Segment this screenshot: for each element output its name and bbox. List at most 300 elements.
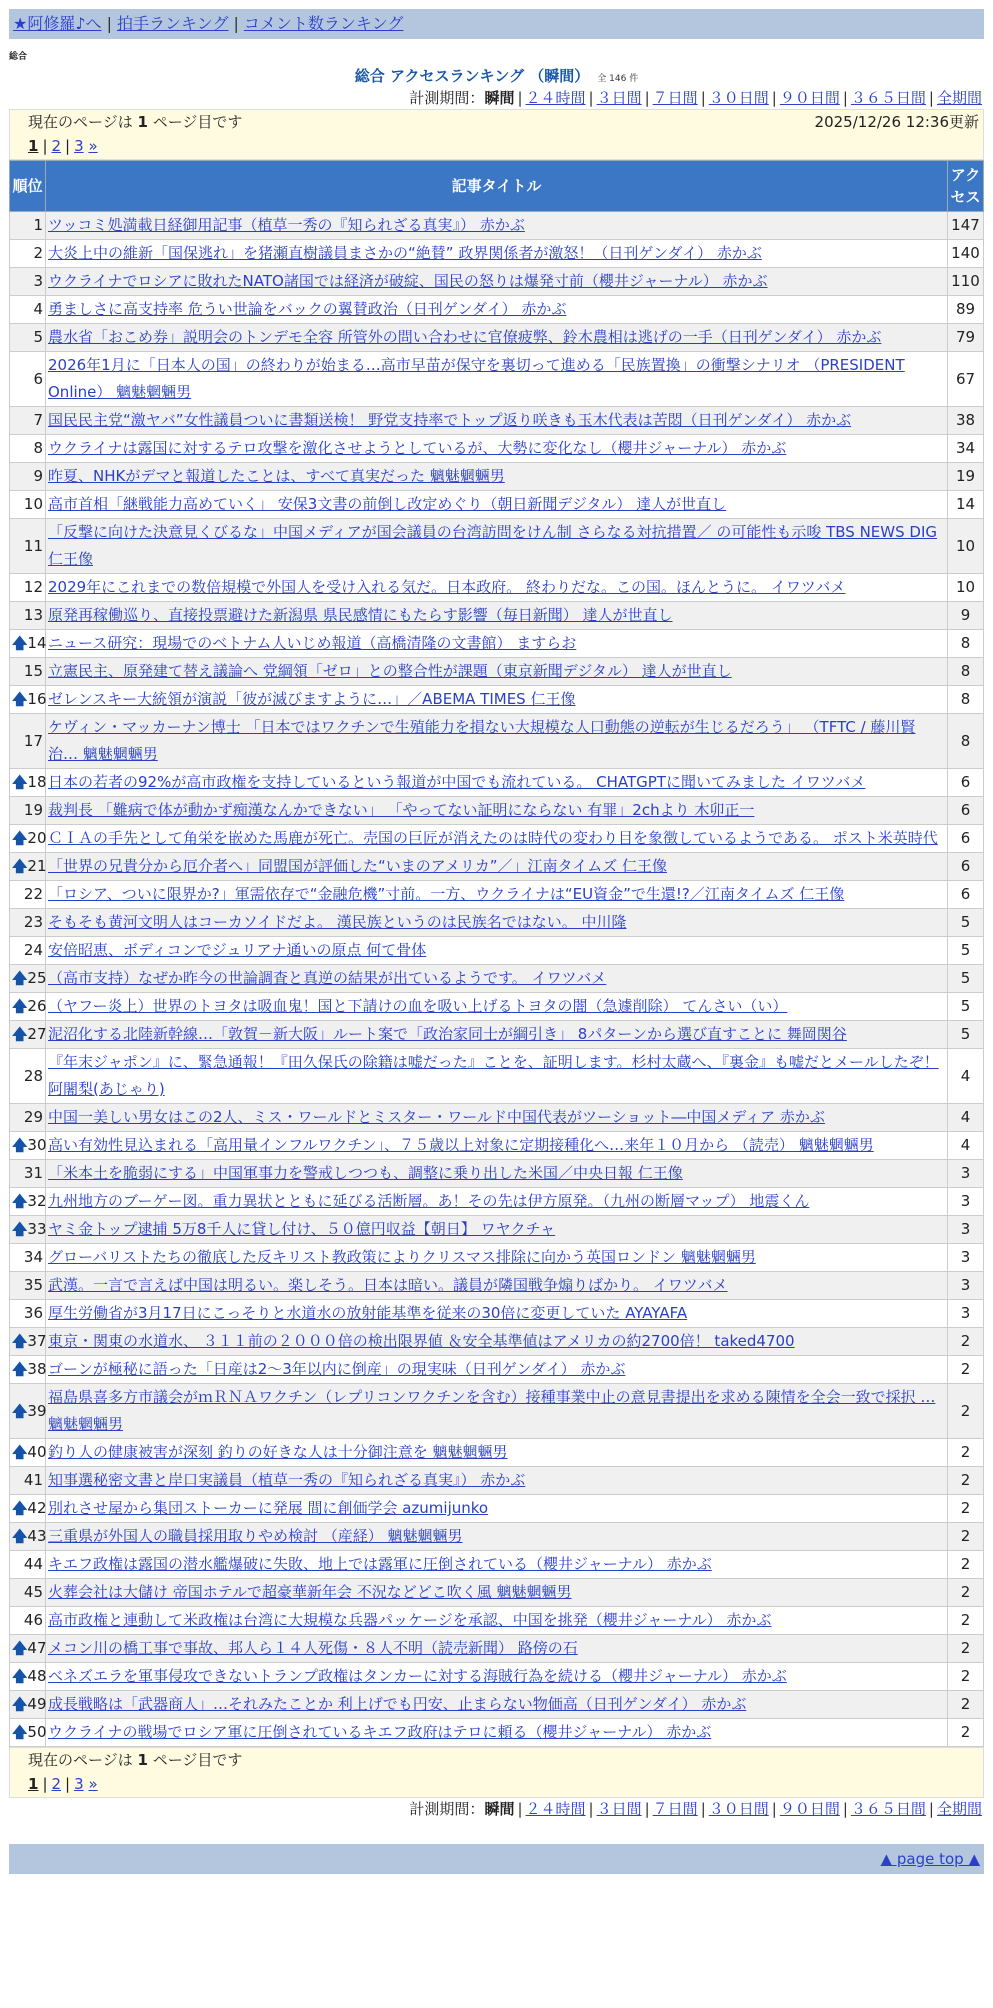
period-separator: | <box>700 89 706 107</box>
article-title-link[interactable]: 原発再稼働巡り、直接投票避けた新潟県 県民感情にもたらす影響（毎日新聞） 達人が世直し <box>48 606 673 624</box>
current-page-post: ページ目です <box>152 1751 243 1769</box>
period-option-link[interactable]: ７日間 <box>652 89 698 107</box>
arrow-up-icon: 🡅 <box>12 690 28 708</box>
article-title-link[interactable]: 「世界の兄貴分から厄介者へ」同盟国が評価した“いまのアメリカ”／」江南タイムズ 仁王像 <box>48 857 667 875</box>
page-link[interactable]: 3 <box>74 1775 84 1793</box>
arrow-up-icon: 🡅 <box>12 1723 28 1741</box>
access-count: 5 <box>948 993 984 1021</box>
table-row <box>10 1551 984 1579</box>
access-count: 8 <box>948 714 984 769</box>
title-cell <box>46 352 948 407</box>
title-cell <box>46 881 948 909</box>
rank-number: 26 <box>27 997 47 1015</box>
article-title-link[interactable]: ケヴィン・マッカーナン博士 「日本ではワクチンで生殖能力を損ない大規模な人口動態の逆転が生じるだろう」 （TFTC / 藤川賢治… 魑魅魍魎男 <box>48 718 916 763</box>
rank-cell <box>10 1272 46 1300</box>
period-separator: | <box>644 1800 650 1818</box>
title-cell <box>46 630 948 658</box>
page-separator: | <box>42 1775 48 1793</box>
table-row <box>10 686 984 714</box>
table-header-row <box>10 161 984 212</box>
period-option-link[interactable]: ３日間 <box>596 1800 642 1818</box>
period-separator: | <box>928 1800 934 1818</box>
access-count: 3 <box>948 1216 984 1244</box>
rank-cell <box>10 1188 46 1216</box>
article-title-link[interactable]: ウクライナは露国に対するテロ攻撃を激化させようとしているが、大勢に変化なし（櫻井ジャーナル） 赤かぶ <box>48 439 787 457</box>
article-title-link[interactable]: 「反撃に向けた決意見くびるな」中国メディアが国会議員の台湾訪問をけん制 さらなる対抗措置／ の可能性も示唆 TBS NEWS DIG 仁王像 <box>48 523 938 568</box>
access-count: 2 <box>948 1495 984 1523</box>
access-count: 34 <box>948 435 984 463</box>
article-title-link[interactable]: （ヤフー炎上）世界のトヨタは吸血鬼！国と下請けの血を吸い上げるトヨタの闇（急遽削除） てんさい（い） <box>48 997 788 1015</box>
rank-number: 10 <box>23 495 43 513</box>
access-count: 6 <box>948 797 984 825</box>
rank-number: 13 <box>23 606 43 624</box>
article-title-link[interactable]: メコン川の橋工事で事故、邦人ら１４人死傷・８人不明（読売新聞） 路傍の石 <box>48 1639 578 1657</box>
access-count: 5 <box>948 1021 984 1049</box>
access-count: 2 <box>948 1439 984 1467</box>
access-count: 2 <box>948 1523 984 1551</box>
table-row <box>10 491 984 519</box>
rank-cell <box>10 797 46 825</box>
article-title-link[interactable]: 裁判長 「難病で体が動かず痴漢なんかできない」 「やってない証明にならない 有罪」2chより 木卯正一 <box>48 801 755 819</box>
arrow-up-icon: 🡅 <box>12 1332 28 1350</box>
title-cell <box>46 324 948 352</box>
title-cell <box>46 268 948 296</box>
title-column-header: 記事タイトル <box>46 161 948 212</box>
article-title-link[interactable]: キエフ政権は露国の潜水艦爆破に失敗、地上では露軍に圧倒されている（櫻井ジャーナル） 赤かぶ <box>48 1555 712 1573</box>
title-cell <box>46 519 948 574</box>
rank-number: 42 <box>27 1499 47 1517</box>
rank-cell <box>10 574 46 602</box>
rank-number: 27 <box>27 1025 47 1043</box>
title-cell <box>46 1272 948 1300</box>
rank-number: 35 <box>23 1276 43 1294</box>
rank-cell <box>10 881 46 909</box>
rank-number: 5 <box>33 328 43 346</box>
rank-number: 44 <box>23 1555 43 1573</box>
current-page-post: ページ目です <box>152 113 243 131</box>
ranking-table-body <box>10 212 984 1747</box>
arrow-up-icon: 🡅 <box>12 1360 28 1378</box>
arrow-up-icon: 🡅 <box>12 1192 28 1210</box>
ranking-table <box>9 160 984 1747</box>
rank-cell <box>10 268 46 296</box>
rank-number: 37 <box>27 1332 47 1350</box>
rank-cell <box>10 1244 46 1272</box>
article-title-link[interactable]: 中国一美しい男女はこの2人、ミス・ワールドとミスター・ワールド中国代表がツーショット―中国メディア 赤かぶ <box>48 1108 825 1126</box>
access-count: 3 <box>948 1160 984 1188</box>
table-row <box>10 1356 984 1384</box>
title-cell <box>46 1160 948 1188</box>
rank-number: 6 <box>33 369 43 388</box>
rank-cell <box>10 1551 46 1579</box>
access-count: 2 <box>948 1356 984 1384</box>
rank-number: 41 <box>23 1471 43 1489</box>
period-option-link[interactable]: ３０日間 <box>708 89 769 107</box>
page-separator: | <box>42 137 48 155</box>
rank-number: 49 <box>27 1695 47 1713</box>
period-separator: | <box>771 1800 777 1818</box>
rank-cell <box>10 965 46 993</box>
page-link-current: 1 <box>28 1775 39 1793</box>
page-wrapper <box>9 9 984 1888</box>
title-cell <box>46 574 948 602</box>
rank-number: 25 <box>27 969 47 987</box>
page-links <box>28 134 979 159</box>
period-option-link[interactable]: ７日間 <box>652 1800 698 1818</box>
page-link-current: 1 <box>28 137 39 155</box>
title-cell <box>46 1719 948 1747</box>
rank-number: 40 <box>27 1443 47 1461</box>
title-cell <box>46 1188 948 1216</box>
title-cell <box>46 769 948 797</box>
rank-column-header: 順位 <box>10 161 46 212</box>
period-separator: | <box>588 1800 594 1818</box>
title-cell <box>46 1635 948 1663</box>
rank-number: 24 <box>23 941 43 959</box>
rank-number: 31 <box>23 1164 43 1182</box>
article-title-link[interactable]: ゼレンスキー大統領が演説「彼が滅びますように…」／ABEMA TIMES 仁王像 <box>48 690 576 708</box>
rank-cell <box>10 1635 46 1663</box>
article-title-link[interactable]: 「米本土を脆弱にする」中国軍事力を警戒しつつも、調整に乗り出した米国／中央日報 仁王像 <box>48 1164 683 1182</box>
rank-number: 20 <box>27 829 47 847</box>
rank-number: 22 <box>23 885 43 903</box>
current-page-number: 1 <box>137 1751 148 1769</box>
period-separator: | <box>771 89 777 107</box>
rank-cell <box>10 1467 46 1495</box>
article-title-link[interactable]: ベネズエラを軍事侵攻できないトランプ政権はタンカーに対する海賊行為を続ける（櫻井ジャーナル） 赤かぶ <box>48 1667 787 1685</box>
article-title-link[interactable]: ニュース研究：現場でのベトナム人いじめ報道（高橋清隆の文書館） ますらお <box>48 634 577 652</box>
page-info-line <box>28 111 979 134</box>
access-count: 10 <box>948 519 984 574</box>
article-title-link[interactable]: 日本の若者の92%が高市政権を支持しているという報道が中国でも流れている。 CHATGPTに聞いてみました イワツバメ <box>48 773 866 791</box>
period-selector-bottom <box>9 1798 984 1820</box>
title-cell <box>46 686 948 714</box>
article-title-link[interactable]: ツッコミ処満載日経御用記事（植草一秀の『知られざる真実』） 赤かぶ <box>48 216 525 234</box>
arrow-up-icon: 🡅 <box>12 773 28 791</box>
page-info-line <box>28 1749 979 1772</box>
title-cell <box>46 463 948 491</box>
article-title-link[interactable]: 「ロシア、ついに限界か?」軍需依存で“金融危機”寸前。一方、ウクライナは“EU資金”で生還!?／江南タイムズ 仁王像 <box>48 885 845 903</box>
current-page-text <box>28 111 242 134</box>
access-count: 2 <box>948 1328 984 1356</box>
article-title-link[interactable]: 武漢。一言で言えば中国は明るい。楽しそう。日本は暗い。議員が隣国戦争煽りばかり。 イワツバメ <box>48 1276 728 1294</box>
title-cell <box>46 1495 948 1523</box>
access-count: 5 <box>948 909 984 937</box>
article-title-link[interactable]: 三重県が外国人の職員採用取りやめ検討 （産経） 魑魅魍魎男 <box>48 1527 463 1545</box>
rank-number: 45 <box>23 1583 43 1601</box>
article-title-link[interactable]: 別れさせ屋から集団ストーカーに発展 間に創価学会 azumijunko <box>48 1499 489 1517</box>
article-title-link[interactable]: 農水省「おこめ券」説明会のトンデモ全容 所管外の問い合わせに官僚疲弊、鈴木農相は逃げの一手（日刊ゲンダイ） 赤かぶ <box>48 328 882 346</box>
period-option-link[interactable]: ３６５日間 <box>850 89 926 107</box>
period-option-link[interactable]: ２４時間 <box>525 89 586 107</box>
access-count: 2 <box>948 1607 984 1635</box>
page-separator: | <box>65 1775 71 1793</box>
table-row <box>10 909 984 937</box>
table-row <box>10 1021 984 1049</box>
access-count: 2 <box>948 1551 984 1579</box>
title-cell <box>46 602 948 630</box>
access-count: 2 <box>948 1384 984 1439</box>
rank-cell <box>10 1356 46 1384</box>
arrow-up-icon: 🡅 <box>12 1695 28 1713</box>
access-count: 19 <box>948 463 984 491</box>
rank-cell <box>10 1021 46 1049</box>
arrow-up-icon: 🡅 <box>12 1667 28 1685</box>
table-row <box>10 714 984 769</box>
rank-cell <box>10 1132 46 1160</box>
article-title-link[interactable]: ウクライナでロシアに敗れたNATO諸国では経済が破綻、国民の怒りは爆発寸前（櫻井ジャーナル） 赤かぶ <box>48 272 768 290</box>
rank-number: 38 <box>27 1360 47 1378</box>
rank-cell <box>10 1439 46 1467</box>
table-row <box>10 658 984 686</box>
rank-cell <box>10 1523 46 1551</box>
nav-separator: | <box>233 14 239 33</box>
period-label: 計測期間： <box>409 89 485 107</box>
rank-number: 36 <box>23 1304 43 1322</box>
article-title-link[interactable]: ゴーンが極秘に語った「日産は2～3年以内に倒産」の現実味（日刊ゲンダイ） 赤かぶ <box>48 1360 626 1378</box>
rank-number: 47 <box>27 1639 47 1657</box>
article-title-link[interactable]: 高市政権と連動して米政権は台湾に大規模な兵器パッケージを承認、中国を挑発（櫻井ジャーナル） 赤かぶ <box>48 1611 772 1629</box>
article-title-link[interactable]: 2026年1月に「日本人の国」の終わりが始まる…高市早苗が保守を裏切って進める「民族置換」の衝撃シナリオ （PRESIDENT Online） 魑魅魍魎男 <box>48 356 905 401</box>
article-title-link[interactable]: そもそも黄河文明人はコーカソイドだよ。 漢民族というのは民族名ではない。 中川隆 <box>48 913 627 931</box>
article-title-link[interactable]: ＣＩＡの手先として角栄を嵌めた馬鹿が死亡。売国の巨匠が消えたのは時代の変わり目を象徴しているようである。 ポスト米英時代 <box>48 829 938 847</box>
rank-cell <box>10 1579 46 1607</box>
access-count: 2 <box>948 1579 984 1607</box>
title-cell <box>46 1300 948 1328</box>
period-selector-top <box>9 87 984 109</box>
access-count: 6 <box>948 881 984 909</box>
rank-number: 21 <box>27 857 47 875</box>
article-title-link[interactable]: 立憲民主、原発建て替え議論へ 党綱領「ゼロ」との整合性が課題（東京新聞デジタル） 達人が世直し <box>48 662 732 680</box>
access-count: 2 <box>948 1663 984 1691</box>
access-count: 8 <box>948 686 984 714</box>
period-option-link[interactable]: ３０日間 <box>708 1800 769 1818</box>
article-title-link[interactable]: 火葬会社は大儲け 帝国ホテルで超豪華新年会 不況などどこ吹く風 魑魅魍魎男 <box>48 1583 572 1601</box>
arrow-up-icon: 🡅 <box>12 1527 28 1545</box>
article-title-link[interactable]: ウクライナの戦場でロシア軍に圧倒されているキエフ政府はテロに頼る（櫻井ジャーナル） 赤かぶ <box>48 1723 712 1741</box>
access-count: 9 <box>948 602 984 630</box>
title-cell <box>46 1244 948 1272</box>
article-title-link[interactable]: 国民民主党“激ヤバ”女性議員ついに書類送検！ 野党支持率でトップ返り咲きも玉木代表は苦悶（日刊ゲンダイ） 赤かぶ <box>48 411 852 429</box>
access-count: 89 <box>948 296 984 324</box>
rank-number: 32 <box>27 1192 47 1210</box>
rank-number: 9 <box>33 467 43 485</box>
rank-number: 3 <box>33 272 43 290</box>
title-cell <box>46 825 948 853</box>
period-option-link[interactable]: ９０日間 <box>779 89 840 107</box>
article-title-link[interactable]: 高い有効性見込まれる「高用量インフルワクチン」、７５歳以上対象に定期接種化へ…来年１０月から （読売） 魑魅魍魎男 <box>48 1136 874 1154</box>
access-count: 5 <box>948 937 984 965</box>
article-title-link[interactable]: 東京・関東の水道水、 ３１１前の２０００倍の検出限界値 ＆安全基準値はアメリカの約2700倍！ taked4700 <box>48 1332 795 1350</box>
rank-number: 8 <box>33 439 43 457</box>
pagination-top <box>9 109 984 160</box>
rank-number: 17 <box>23 731 43 750</box>
title-cell <box>46 1356 948 1384</box>
rank-cell <box>10 1691 46 1719</box>
period-option-link[interactable]: ２４時間 <box>525 1800 586 1818</box>
article-title-link[interactable]: 泥沼化する北陸新幹線…「敦賀－新大阪」ルート案で「政治家同士が綱引き」 8パターンから選び直すことに 舞岡関谷 <box>48 1025 847 1043</box>
rank-cell <box>10 296 46 324</box>
period-current: 瞬間 <box>484 1800 515 1818</box>
title-cell <box>46 407 948 435</box>
page-link[interactable]: 2 <box>51 1775 62 1793</box>
period-separator: | <box>842 89 848 107</box>
rank-cell <box>10 909 46 937</box>
article-title-link[interactable]: 『年末ジャポン』に、緊急通報！『田久保氏の除籍は嘘だった』ことを、証明します。杉村太蔵へ、『裏金』も嘘だとメールしたぞ！ 阿闍梨(あじゃり) <box>48 1053 939 1098</box>
rank-cell <box>10 1719 46 1747</box>
period-option-link[interactable]: ９０日間 <box>779 1800 840 1818</box>
access-count: 38 <box>948 407 984 435</box>
title-cell <box>46 1384 948 1439</box>
title-cell <box>46 1523 948 1551</box>
title-cell <box>46 296 948 324</box>
current-page-number: 1 <box>137 113 148 131</box>
period-option-link[interactable]: 全期間 <box>936 89 982 107</box>
comment-ranking-link[interactable]: コメント数ランキング <box>243 14 404 33</box>
article-title-link[interactable]: 昨夏、NHKがデマと報道したことは、すべて真実だった 魑魅魍魎男 <box>48 467 505 485</box>
applause-ranking-link[interactable]: 拍手ランキング <box>116 14 229 33</box>
title-cell <box>46 1691 948 1719</box>
rank-cell <box>10 1328 46 1356</box>
table-row <box>10 1719 984 1747</box>
home-link[interactable]: ★阿修羅♪へ <box>13 14 102 33</box>
access-count: 14 <box>948 491 984 519</box>
rank-number: 16 <box>27 690 47 708</box>
title-cell <box>46 714 948 769</box>
article-title-link[interactable]: 福島県喜多方市議会がｍＲＮＡワクチン（レプリコンワクチンを含む）接種事業中止の意見書提出を求める陳情を全会一致で採択 … 魑魅魍魎男 <box>48 1388 936 1433</box>
rank-number: 33 <box>27 1220 47 1238</box>
page-links <box>28 1772 979 1797</box>
access-count: 67 <box>948 352 984 407</box>
article-title-link[interactable]: 勇ましさに高支持率 危うい世論をバックの翼賛政治（日刊ゲンダイ） 赤かぶ <box>48 300 567 318</box>
article-title-link[interactable]: 2029年にこれまでの数倍規模で外国人を受け入れる気だ。日本政府。 終わりだな。この国。ほんとうに。 イワツバメ <box>48 578 846 596</box>
page-title: 総合 アクセスランキング （瞬間） <box>354 67 590 85</box>
rank-cell <box>10 686 46 714</box>
table-row <box>10 1272 984 1300</box>
rank-cell <box>10 658 46 686</box>
article-title-link[interactable]: （高市支持）なぜか昨今の世論調査と真逆の結果が出ているようです。 イワツバメ <box>48 969 607 987</box>
period-separator: | <box>842 1800 848 1818</box>
article-title-link[interactable]: 知事選秘密文書と岸口実議員（植草一秀の『知られざる真実』） 赤かぶ <box>48 1471 526 1489</box>
arrow-up-icon: 🡅 <box>12 1220 28 1238</box>
top-nav <box>9 9 984 39</box>
table-row <box>10 797 984 825</box>
title-cell <box>46 853 948 881</box>
table-row <box>10 602 984 630</box>
table-row <box>10 1523 984 1551</box>
table-row <box>10 937 984 965</box>
article-title-link[interactable]: 高市首相「継戦能力高めていく」 安保3文書の前倒し改定めぐり（朝日新聞デジタル） 達人が世直し <box>48 495 727 513</box>
table-row <box>10 519 984 574</box>
access-column-header: アクセス <box>948 161 984 212</box>
period-option-link[interactable]: ３６５日間 <box>850 1800 926 1818</box>
page-link[interactable]: 2 <box>51 137 62 155</box>
table-row <box>10 435 984 463</box>
access-count: 6 <box>948 825 984 853</box>
article-title-link[interactable]: ヤミ金トップ逮捕 5万8千人に貸し付け、５０億円収益【朝日】 ワヤクチャ <box>48 1220 556 1238</box>
rank-cell <box>10 853 46 881</box>
table-row <box>10 352 984 407</box>
arrow-up-icon: 🡅 <box>12 969 28 987</box>
title-cell <box>46 937 948 965</box>
article-title-link[interactable]: 釣り人の健康被害が深刻 釣りの好きな人は十分御注意を 魑魅魍魎男 <box>48 1443 508 1461</box>
article-title-link[interactable]: 九州地方のブーゲー図。重力異状とともに延びる活断層。あ！その先は伊方原発。（九州の断層マップ） 地震くん <box>48 1192 810 1210</box>
rank-number: 23 <box>23 913 43 931</box>
title-cell <box>46 1607 948 1635</box>
period-option-link[interactable]: 全期間 <box>936 1800 982 1818</box>
next-page-link[interactable]: » <box>88 137 98 155</box>
title-cell <box>46 435 948 463</box>
rank-number: 34 <box>23 1248 43 1266</box>
access-count: 8 <box>948 658 984 686</box>
title-cell <box>46 1049 948 1104</box>
rank-cell <box>10 1049 46 1104</box>
table-row <box>10 881 984 909</box>
rank-number: 43 <box>27 1527 47 1545</box>
title-cell <box>46 1663 948 1691</box>
current-page-pre: 現在のページは <box>28 113 133 131</box>
arrow-up-icon: 🡅 <box>12 634 28 652</box>
rank-number: 46 <box>23 1611 43 1629</box>
rank-number: 18 <box>27 773 47 791</box>
period-separator: | <box>517 89 523 107</box>
article-title-link[interactable]: 厚生労働省が3月17日にこっそりと水道水の放射能基準を従来の30倍に変更していた AYAYAFA <box>48 1304 688 1322</box>
access-count: 3 <box>948 1272 984 1300</box>
rank-number: 15 <box>23 662 43 680</box>
rank-cell <box>10 1300 46 1328</box>
total-count: 全 146 件 <box>597 74 639 84</box>
access-count: 79 <box>948 324 984 352</box>
rank-number: 14 <box>27 634 47 652</box>
rank-number: 39 <box>27 1401 47 1420</box>
title-cell <box>46 1104 948 1132</box>
article-title-link[interactable]: グローバリストたちの徹底した反キリスト教政策によりクリスマス排除に向かう英国ロンドン 魑魅魍魎男 <box>48 1248 756 1266</box>
next-page-link[interactable]: » <box>88 1775 98 1793</box>
rank-number: 28 <box>23 1066 43 1085</box>
category-label: 総合 <box>9 52 28 62</box>
page-top-link[interactable]: ▲ page top ▲ <box>880 1850 980 1868</box>
pagination-bottom <box>9 1747 984 1798</box>
article-title-link[interactable]: 安倍昭恵、ボディコンでジュリアナ通いの原点 何て骨体 <box>48 941 427 959</box>
rank-cell <box>10 602 46 630</box>
table-row <box>10 407 984 435</box>
rank-cell <box>10 463 46 491</box>
rank-number: 11 <box>23 536 43 555</box>
period-separator: | <box>700 1800 706 1818</box>
arrow-up-icon: 🡅 <box>12 997 28 1015</box>
access-count: 5 <box>948 965 984 993</box>
bottom-bar <box>9 1844 984 1874</box>
period-option-link[interactable]: ３日間 <box>596 89 642 107</box>
table-row <box>10 965 984 993</box>
title-cell <box>46 658 948 686</box>
rank-cell <box>10 630 46 658</box>
access-count: 10 <box>948 574 984 602</box>
table-row <box>10 268 984 296</box>
table-row <box>10 1439 984 1467</box>
table-row <box>10 1635 984 1663</box>
table-row <box>10 1579 984 1607</box>
table-row <box>10 1049 984 1104</box>
current-page-pre: 現在のページは <box>28 1751 133 1769</box>
period-label: 計測期間： <box>409 1800 485 1818</box>
article-title-link[interactable]: 成長戦略は「武器商人」…それみたことか 利上げでも円安、止まらない物価高（日刊ゲンダイ） 赤かぶ <box>48 1695 747 1713</box>
page-link[interactable]: 3 <box>74 137 84 155</box>
table-row <box>10 630 984 658</box>
access-count: 3 <box>948 1244 984 1272</box>
rank-cell <box>10 769 46 797</box>
article-title-link[interactable]: 大炎上中の維新「国保逃れ」を猪瀬直樹議員まさかの“絶賛” 政界関係者が激怒！（日刊ゲンダイ） 赤かぶ <box>48 244 762 262</box>
